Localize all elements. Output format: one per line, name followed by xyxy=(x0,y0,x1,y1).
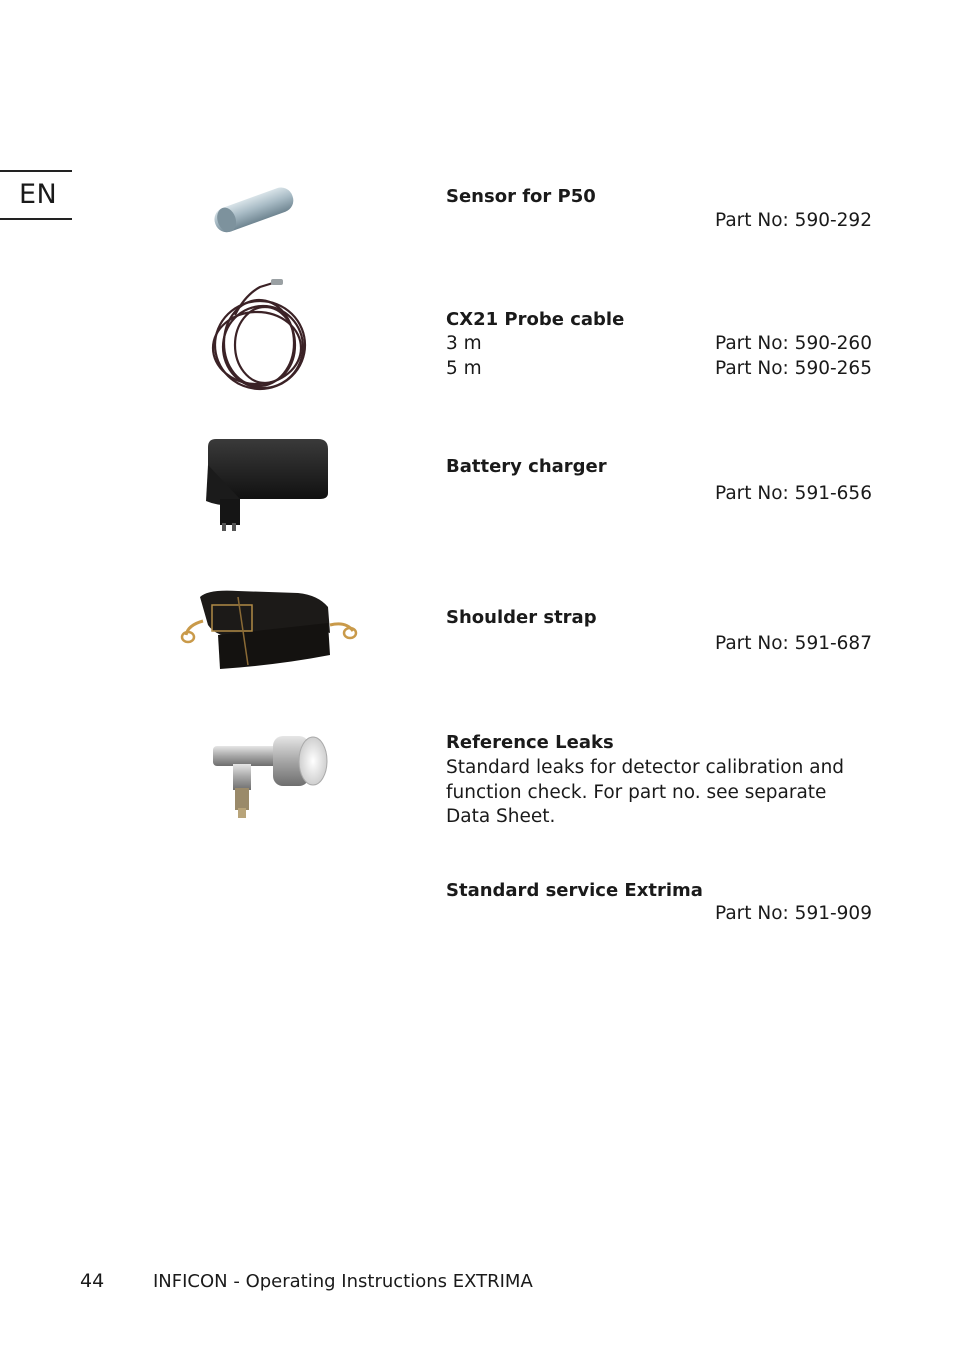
part-variant: 3 m xyxy=(446,333,482,354)
battery-charger-image xyxy=(200,435,335,535)
item-description: Standard leaks for detector calibration and function check. For part no. see separate Data Sheet. xyxy=(446,757,845,827)
item-title: Standard service Extrima xyxy=(446,880,703,901)
reference-leak-image xyxy=(205,728,335,823)
language-label: EN xyxy=(19,179,58,210)
part-number: Part No: 590-292 xyxy=(715,210,872,231)
language-tab xyxy=(0,170,72,220)
part-number: Part No: 590-265 xyxy=(715,358,872,379)
part-number: Part No: 590-260 xyxy=(715,333,872,354)
item-title: Battery charger xyxy=(446,456,607,477)
sensor-image xyxy=(205,175,305,245)
part-number: Part No: 591-687 xyxy=(715,633,872,654)
item-title: Sensor for P50 xyxy=(446,186,596,207)
page-number: 44 xyxy=(80,1270,105,1292)
part-variant: 5 m xyxy=(446,358,482,379)
item-title: Shoulder strap xyxy=(446,607,597,628)
part-number: Part No: 591-909 xyxy=(715,903,872,924)
item-title: CX21 Probe cable xyxy=(446,309,625,330)
item-title: Reference Leaks xyxy=(446,732,614,753)
document-title: INFICON - Operating Instructions EXTRIMA xyxy=(153,1271,533,1292)
probe-cable-image xyxy=(205,275,315,395)
shoulder-strap-image xyxy=(178,585,358,675)
part-number: Part No: 591-656 xyxy=(715,483,872,504)
